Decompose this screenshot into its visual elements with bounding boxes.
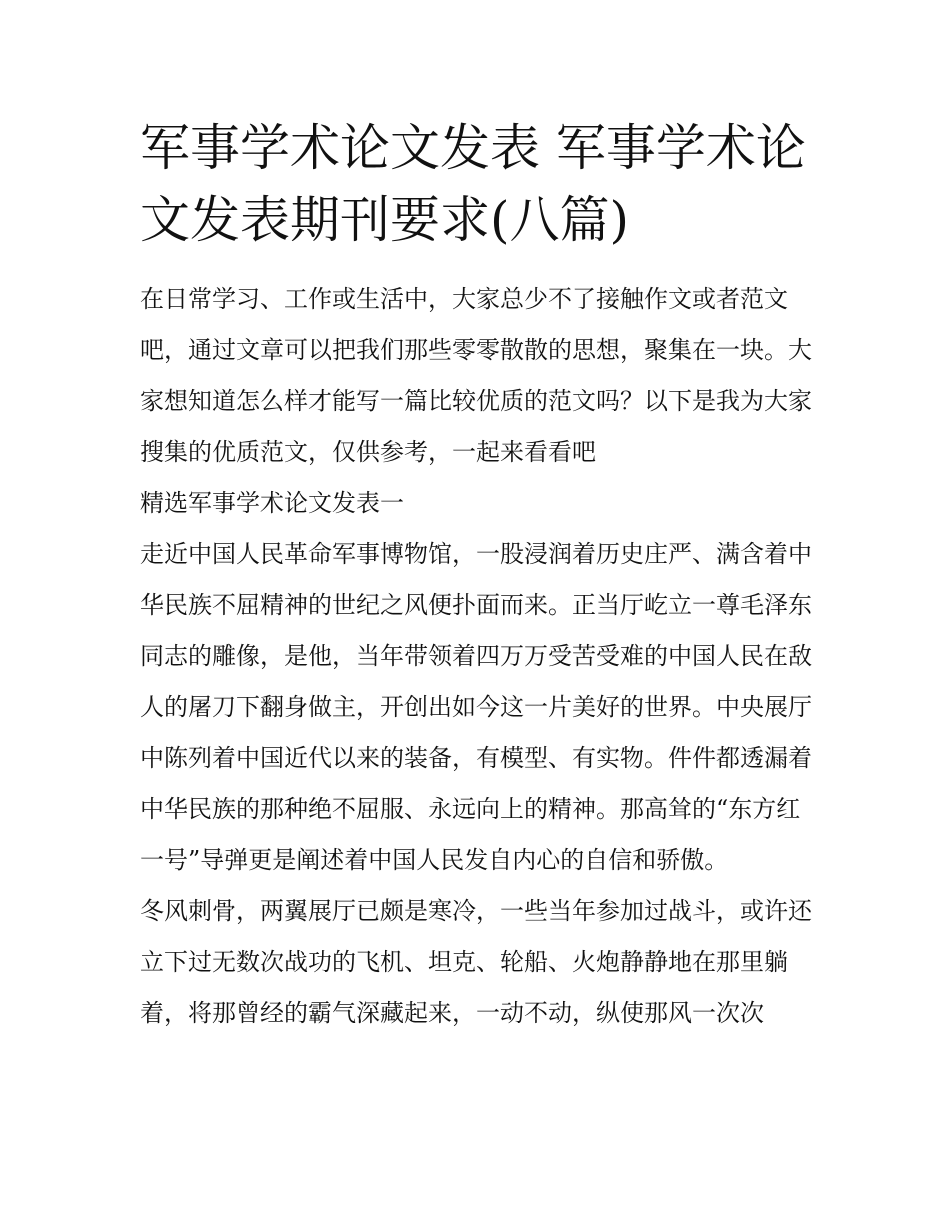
body-paragraph-1: 走近中国人民革命军事博物馆，一股浸润着历史庄严、满含着中华民族不屈精神的世纪之风便扑面而来。正当厅屹立一尊毛泽东同志的雕像，是他，当年带领着四万万受苦受难的中国人民在敌人的屠刀下翻身做主，开创出如今这一片美好的世界。中央展厅中陈列着中国近代以来的装备，有模型、有实物。件件都透漏着中华民族的那种绝不屈服、永远向上的精神。那高耸的“东方红一号”导弹更是阐述着中国人民发自内心的自信和骄傲。 bbox=[140, 540, 812, 874]
document-title: 军事学术论文发表 军事学术论文发表期刊要求(八篇) bbox=[140, 119, 806, 249]
intro-paragraph: 在日常学习、工作或生活中，大家总少不了接触作文或者范文吧，通过文章可以把我们那些零零散散的思想，聚集在一块。大家想知道怎么样才能写一篇比较优质的范文吗？以下是我为大家搜集的优质范文，仅供参考，一起来看看吧 bbox=[140, 285, 812, 466]
section-heading: 精选军事学术论文发表一 bbox=[140, 489, 404, 517]
document-body bbox=[140, 274, 820, 1039]
document-page bbox=[140, 112, 820, 1039]
body-paragraph-2: 冬风刺骨，两翼展厅已颇是寒冷，一些当年参加过战斗，或许还立下过无数次战功的飞机、坦克、轮船、火炮静静地在那里躺着，将那曾经的霸气深藏起来，一动不动，纵使那风一次次 bbox=[140, 897, 812, 1027]
